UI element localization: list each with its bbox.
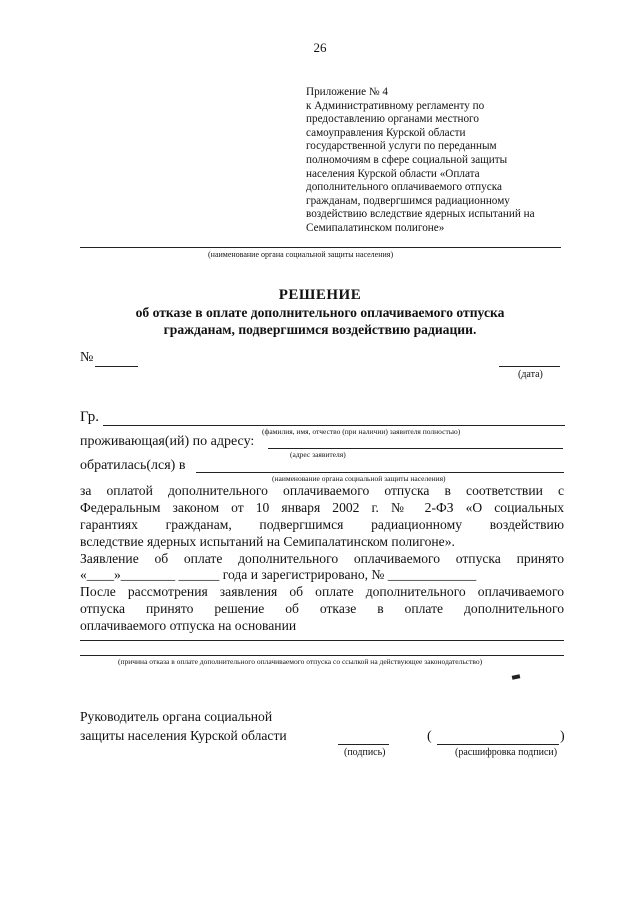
paragraph-line: оплачиваемого отпуска на основании (80, 618, 297, 633)
address-field[interactable] (268, 448, 563, 449)
org-name-caption: (наименование органа социальной защиты населения) (208, 250, 394, 259)
page-number: 26 (313, 40, 327, 55)
appendix-line: полномочиям в сфере социальной защиты (306, 153, 508, 166)
decoding-caption: (расшифровка подписи) (455, 747, 558, 758)
paragraph-line: гарантиях гражданам, подвергшимся радиационному воздействию (80, 517, 564, 532)
signature-decoding-field[interactable] (437, 744, 559, 745)
reason-field-1[interactable] (80, 640, 564, 641)
org-name-line[interactable] (80, 247, 561, 248)
applied-org-field[interactable] (196, 472, 564, 473)
appendix-line: государственной услуги по переданным (306, 140, 497, 153)
subtitle-line-2: гражданам, подвергшимся воздействию радиации. (163, 322, 477, 337)
applied-label: обратилась(лся) в (80, 458, 186, 473)
signature-title-line-1: Руководитель органа социальной (80, 709, 273, 724)
paragraph-line: отпуска принято решение об отказе в оплате дополнительного (80, 601, 564, 616)
citizen-caption: (фамилия, имя, отчество (при наличии) заявителя полностью) (262, 427, 461, 436)
appendix-line: воздействию вследствие ядерных испытаний на (306, 208, 535, 221)
appendix-line: к Административному регламенту по (306, 99, 485, 112)
appendix-line: Приложение № 4 (306, 86, 388, 98)
reason-field-2[interactable] (80, 655, 564, 656)
document-title: РЕШЕНИЕ (278, 287, 362, 303)
appendix-line: предоставлению органами местного (306, 113, 479, 126)
applied-caption: (наименование органа социальной защиты населения) (272, 474, 446, 483)
date-field[interactable] (499, 366, 560, 367)
reason-caption: (причина отказа в оплате дополнительного оплачиваемого отпуска со ссылкой на действующее законодательство) (118, 657, 483, 666)
signature-caption: (подпись) (344, 747, 386, 758)
bracket-open: ( (427, 729, 432, 744)
address-label: проживающая(ий) по адресу: (80, 434, 255, 449)
registration-line[interactable]: «____»________ ______ года и зарегистрировано, № _____________ (80, 567, 477, 582)
address-caption: (адрес заявителя) (290, 450, 346, 459)
date-caption: (дата) (518, 369, 543, 380)
document-subtitle (0, 304, 640, 338)
appendix-line: населения Курской области «Оплата (306, 167, 480, 180)
citizen-label: Гр. (80, 409, 99, 425)
appendix-line: Семипалатинском полигоне» (306, 221, 445, 234)
paragraph-line: Заявление об оплате дополнительного оплачиваемого отпуска принято (80, 551, 564, 566)
pen-mark (512, 674, 521, 680)
number-field[interactable] (95, 366, 138, 367)
number-label: № (80, 350, 94, 365)
paragraph-line: за оплатой дополнительного оплачиваемого отпуска в соответствии с (80, 483, 564, 498)
bracket-close: ) (560, 729, 565, 744)
appendix-line: гражданам, подвергшимся радиационному (306, 194, 510, 207)
paragraph-line: После рассмотрения заявления об оплате дополнительного оплачиваемого (80, 584, 564, 599)
citizen-name-field[interactable] (103, 425, 565, 426)
signature-field[interactable] (338, 744, 389, 745)
appendix-line: дополнительного оплачиваемого отпуска (306, 181, 502, 194)
signature-title-line-2: защиты населения Курской области (80, 728, 287, 743)
paragraph-line: вследствие ядерных испытаний на Семипалатинском полигоне». (80, 534, 455, 549)
paragraph-line: Федеральным законом от 10 января 2002 г. № 2-ФЗ «О социальных (80, 500, 564, 515)
appendix-line: самоуправления Курской области (306, 126, 466, 139)
subtitle-line-1: об отказе в оплате дополнительного оплачиваемого отпуска (135, 305, 505, 320)
appendix-block (306, 86, 566, 236)
